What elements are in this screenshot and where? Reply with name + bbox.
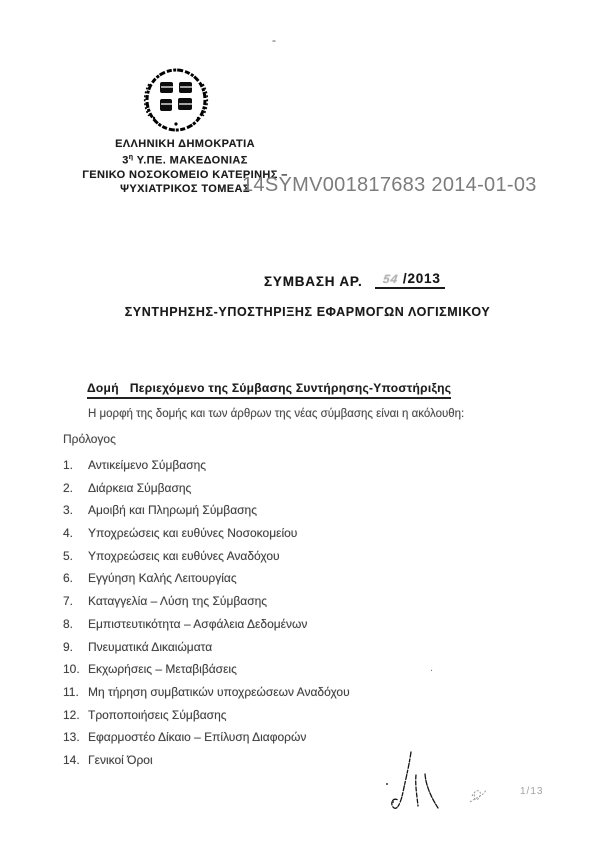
page-number: 1/13 [520, 786, 544, 797]
list-item: 3. Αμοιβή και Πληρωμή Σύμβασης [63, 503, 258, 518]
letterhead-line-republic: ΕΛΛΗΝΙΚΗ ΔΗΜΟΚΡΑΤΙΑ [115, 138, 255, 150]
scan-artifact-dash: - [272, 33, 276, 47]
contract-title [264, 271, 445, 289]
smudge-icon [466, 782, 490, 806]
scan-artifact-dot: . [430, 662, 434, 674]
list-item: 11. Μη τήρηση συμβατικών υποχρεώσεων Αναδόχου [63, 684, 350, 699]
letterhead-line-hospital: ΓΕΝΙΚΟ ΝΟΣΟΚΟΜΕΙΟ ΚΑΤΕΡΙΝΗΣ – [82, 169, 288, 182]
list-item: 12. Τροποποιήσεις Σύμβασης [63, 707, 227, 722]
contents-list [63, 454, 350, 772]
handwritten-signature [383, 746, 443, 818]
contract-number-underline [375, 271, 445, 289]
list-item: 5. Υποχρεώσεις και ευθύνες Αναδόχου [63, 548, 280, 563]
list-item: 8. Εμπιστευτικότητα – Ασφάλεια Δεδομένων [63, 616, 308, 631]
contract-subtitle: ΣΥΝΤΗΡΗΣΗΣ-ΥΠΟΣΤΗΡΙΞΗΣ ΕΦΑΡΜΟΓΩΝ ΛΟΓΙΣΜΙΚΟΥ [124, 305, 491, 319]
list-item: 6. Εγγύηση Καλής Λειτουργίας [63, 571, 237, 586]
registry-code-watermark: 14SYMV001817683 2014-01-03 [242, 174, 537, 196]
contract-title-label: ΣΥΜΒΑΣΗ ΑΡ. [264, 274, 363, 289]
section-heading-rest: Περιεχόμενο της Σύμβασης Συντήρησης-Υποστήριξης [129, 381, 452, 395]
contract-year: /2013 [402, 271, 441, 286]
letterhead-line-sector: ΨΥΧΙΑΤΡΙΚΟΣ ΤΟΜΕΑΣ [120, 183, 250, 196]
intro-paragraph: Η μορφή της δομής και των άρθρων της νέας σύμβασης είναι η ακόλουθη: [88, 408, 465, 420]
list-item: 10. Εκχωρήσεις – Μεταβιβάσεις [63, 662, 237, 677]
list-item: 9. Πνευματικά Δικαιώματα [63, 639, 213, 654]
superscript-eta: η [128, 154, 134, 162]
list-item: 1. Αντικείμενο Σύμβασης [63, 458, 207, 472]
section-heading [87, 381, 451, 399]
section-heading-word1: Δομή [87, 381, 119, 395]
ink-smudge [466, 782, 490, 806]
handwritten-contract-number: 54 [381, 272, 399, 286]
list-item: 4. Υποχρεώσεις και ευθύνες Νοσοκομείου [63, 526, 298, 541]
list-item: 7. Καταγγελία – Λύση της Σύμβασης [63, 594, 268, 609]
list-item: 2. Διάρκεια Σύμβασης [63, 480, 192, 495]
greek-national-emblem-logo [140, 66, 212, 136]
prologue-label: Πρόλογος [63, 432, 116, 446]
list-item: 13. Εφαρμοστέο Δίκαιο – Επίλυση Διαφορών [63, 730, 307, 745]
signature-icon [383, 746, 443, 818]
letterhead-line-ype: $3^\eta$ Υ.ΠΕ. ΜΑΚΕΔΟΝΙΑΣ [122, 154, 248, 167]
list-item: 14. Γενικοί Όροι [63, 752, 153, 767]
emblem-icon [140, 66, 212, 136]
